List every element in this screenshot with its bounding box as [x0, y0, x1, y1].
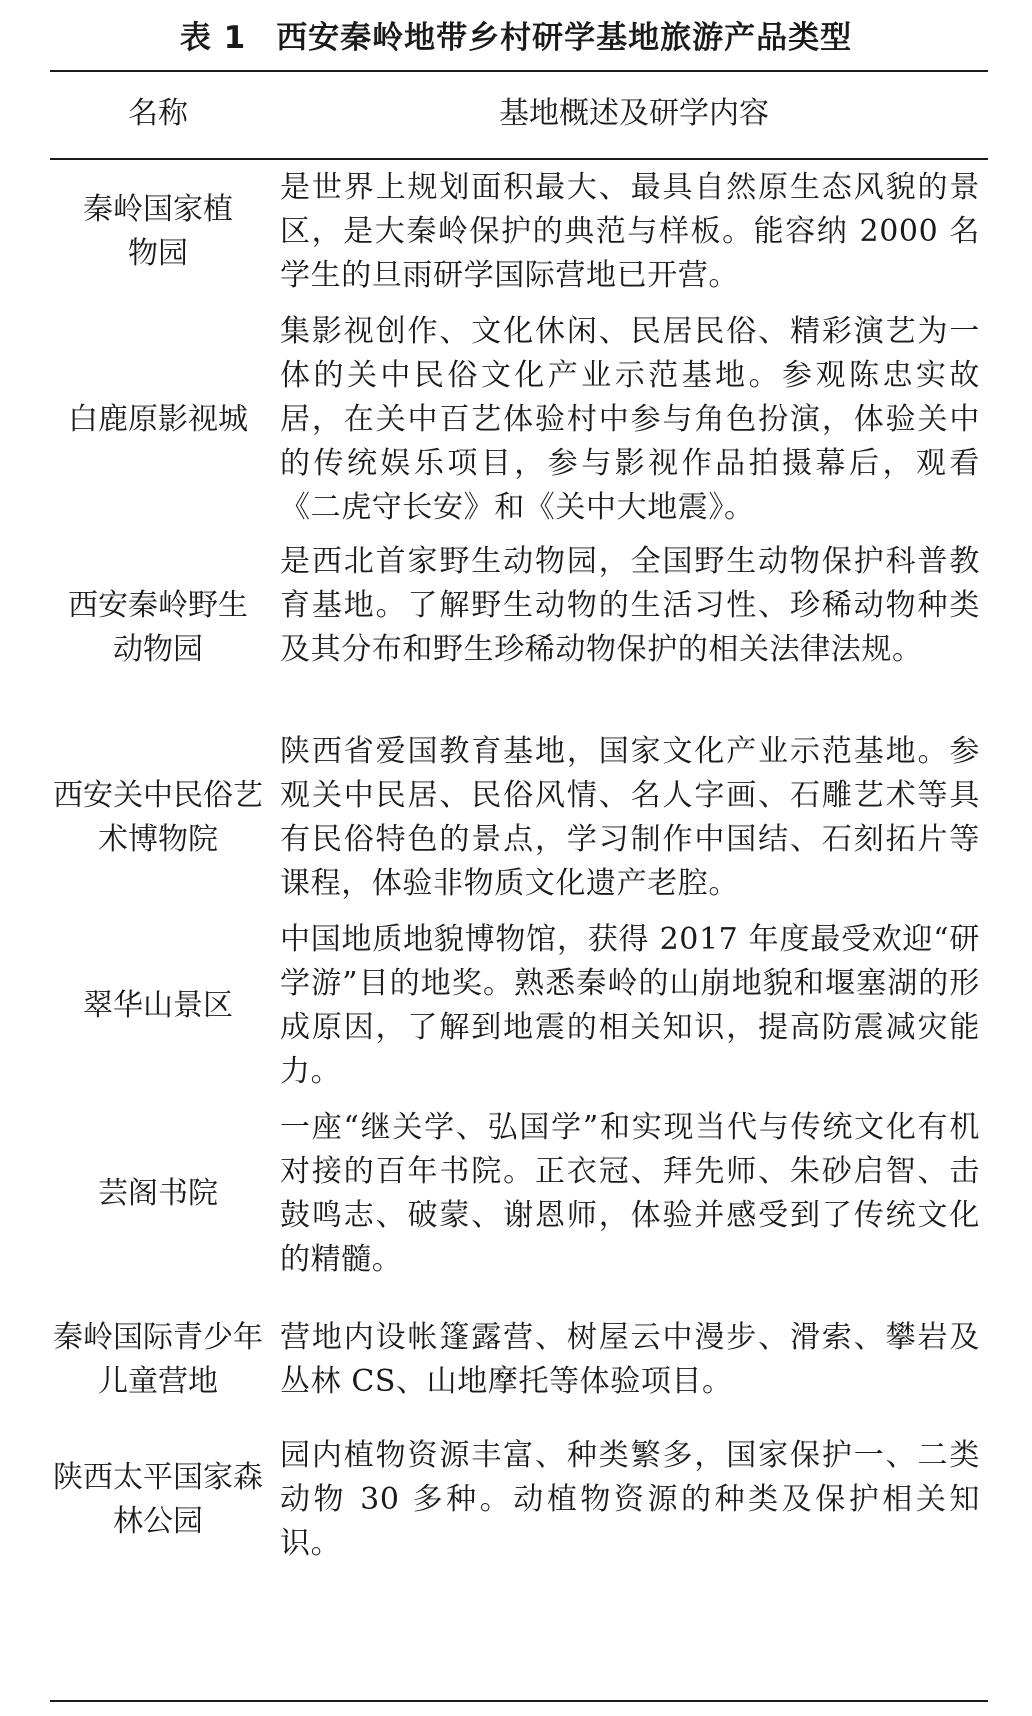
row-name: [50, 166, 266, 298]
row-name-text: 翠华山景区: [83, 988, 233, 1023]
row-name-text: 秦岭国家植物园: [83, 192, 233, 271]
row-name: [50, 1106, 266, 1282]
row-name-text: 芸阁书院: [98, 1176, 218, 1211]
table-caption: 西安秦岭地带乡村研学基地旅游产品类型: [276, 20, 853, 56]
row-name-text: 西安秦岭野生动物园: [68, 588, 248, 667]
row-name-text: 西安关中民俗艺术博物院: [53, 778, 263, 857]
row-description: 是西北首家野生动物园，全国野生动物保护科普教育基地。了解野生动物的生活习性、珍稀动物种类及其分布和野生珍稀动物保护的相关法律法规。: [280, 544, 980, 667]
row-description: 集影视创作、文化休闲、民居民俗、精彩演艺为一体的关中民俗文化产业示范基地。参观陈忠实故居，在关中百艺体验村中参与角色扮演，体验关中的传统娱乐项目，参与影视作品拍摄幕后，观看《二虎守长安》和《关中大地震》。: [280, 314, 980, 525]
row-name: [50, 918, 266, 1094]
row-name: [50, 730, 266, 906]
table-label: 表 1: [179, 20, 247, 56]
row-name-text: 白鹿原影视城: [68, 402, 248, 437]
table-row: [0, 1434, 1032, 1566]
table-row: [0, 166, 1032, 298]
table-row: [0, 1316, 1032, 1404]
row-description: 营地内设帐篷露营、树屋云中漫步、滑索、攀岩及丛林 CS、山地摩托等体验项目。: [280, 1320, 980, 1399]
row-name-text: 秦岭国际青少年儿童营地: [53, 1320, 263, 1399]
table-row: [0, 918, 1032, 1094]
row-name-text: 陕西太平国家森林公园: [53, 1460, 263, 1539]
row-description: 是世界上规划面积最大、最具自然原生态风貌的景区，是大秦岭保护的典范与样板。能容纳 2000 名学生的旦雨研学国际营地已开营。: [280, 170, 980, 293]
bottom-rule: [50, 1700, 988, 1702]
row-description: 园内植物资源丰富、种类繁多，国家保护一、二类动物 30 多种。动植物资源的种类及保护相关知识。: [280, 1438, 980, 1561]
row-name: [50, 310, 266, 530]
row-name: [50, 1316, 266, 1404]
header-name: 名称: [128, 96, 188, 131]
row-description: 中国地质地貌博物馆，获得 2017 年度最受欢迎“研学游”目的地奖。熟悉秦岭的山崩地貌和堰塞湖的形成原因，了解到地震的相关知识，提高防震减灾能力。: [280, 922, 980, 1089]
table-title: [0, 18, 1032, 58]
top-rule: [50, 70, 988, 72]
table-row: [0, 730, 1032, 906]
table-row: [0, 1106, 1032, 1282]
header-rule: [50, 158, 988, 160]
row-description: 一座“继关学、弘国学”和实现当代与传统文化有机对接的百年书院。正衣冠、拜先师、朱砂启智、击鼓鸣志、破蒙、谢恩师，体验并感受到了传统文化的精髓。: [280, 1110, 980, 1277]
row-name: [50, 540, 266, 716]
row-description: 陕西省爱国教育基地，国家文化产业示范基地。参观关中民居、民俗风情、名人字画、石雕艺术等具有民俗特色的景点，学习制作中国结、石刻拓片等课程，体验非物质文化遗产老腔。: [280, 734, 980, 901]
table-row: [0, 310, 1032, 530]
header-description: 基地概述及研学内容: [499, 96, 769, 131]
table-row: [0, 540, 1032, 716]
row-name: [50, 1434, 266, 1566]
